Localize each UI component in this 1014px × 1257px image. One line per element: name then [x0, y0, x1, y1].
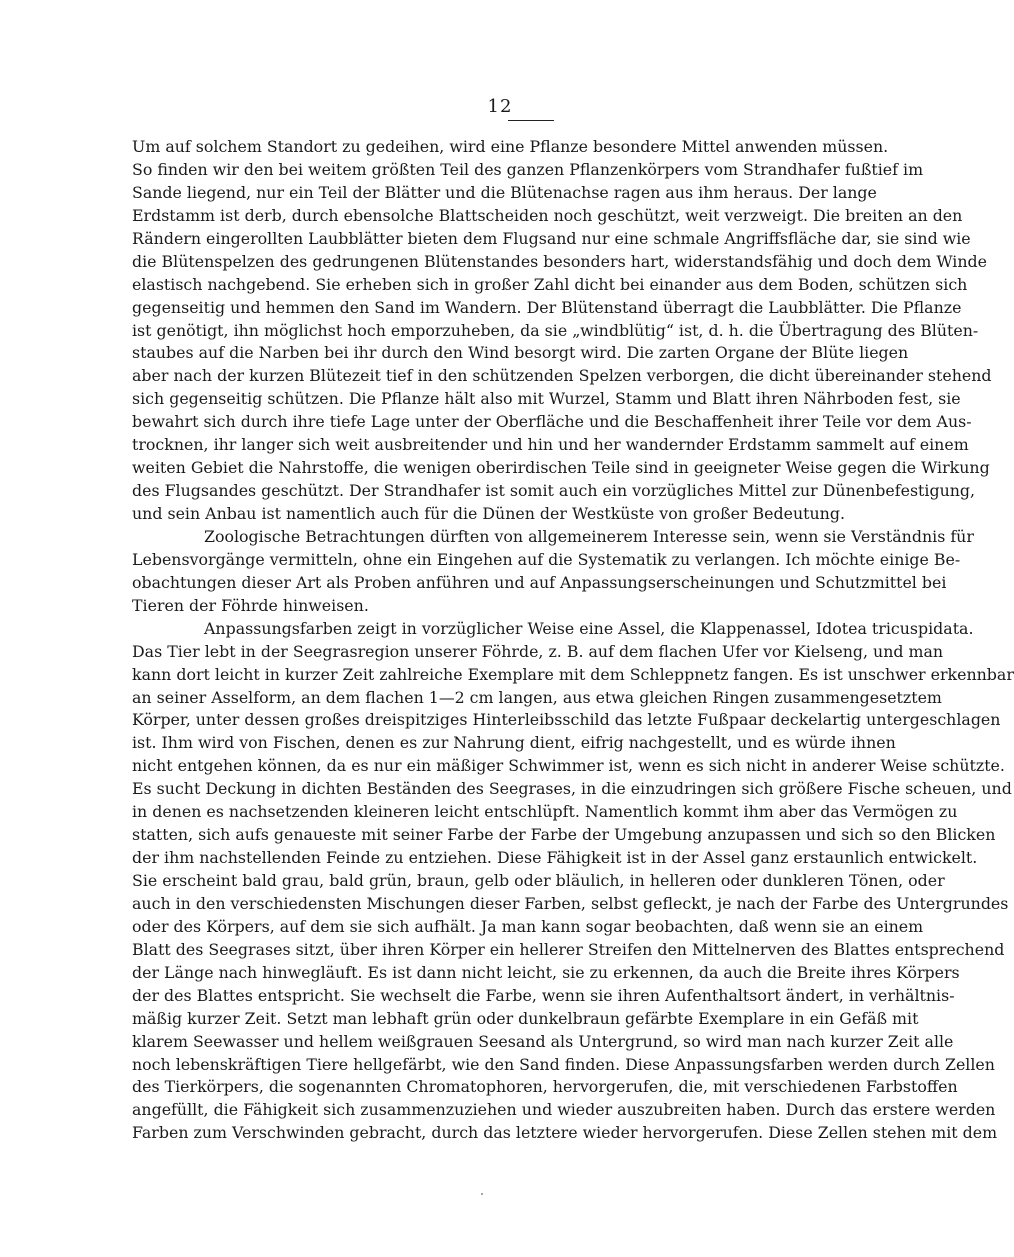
text-line: staubes auf die Narben bei ihr durch den Wind besorgt wird. Die zarten Organe der Blüte liegen — [132, 343, 909, 363]
text-line: trocknen, ihr langer sich weit ausbreitender und hin und her wandernder Erdstamm sammelt auf einem — [132, 435, 969, 455]
text-line: nicht entgehen können, da es nur ein mäßiger Schwimmer ist, wenn es sich nicht in anderer Weise schützte. — [132, 756, 1005, 776]
text-line: bewahrt sich durch ihre tiefe Lage unter der Oberfläche und die Beschaffenheit ihrer Teile vor dem Aus- — [132, 412, 972, 432]
text-line: Es sucht Deckung in dichten Beständen des Seegrases, in die einzudringen sich größere Fische scheuen, und — [132, 779, 1012, 799]
text-line: der ihm nachstellenden Feinde zu entziehen. Diese Fähigkeit ist in der Assel ganz erstaunlich entwickelt. — [132, 848, 978, 868]
text-line: weiten Gebiet die Nahrstoffe, die wenigen oberirdischen Teile sind in geeigneter Weise gegen die Wirkung — [132, 458, 990, 478]
text-line: ist. Ihm wird von Fischen, denen es zur Nahrung dient, eifrig nachgestellt, und es würde ihnen — [132, 733, 896, 753]
text-line: angefüllt, die Fähigkeit sich zusammenzuziehen und wieder auszubreiten haben. Durch das erstere werden — [132, 1100, 996, 1120]
text-line: Das Tier lebt in der Seegrasregion unserer Föhrde, z. B. auf dem flachen Ufer vor Kielseng, und man — [132, 641, 944, 661]
text-line: So finden wir den bei weitem größten Teil des ganzen Pflanzenkörpers vom Strandhafer fußtief im — [132, 159, 924, 179]
text-line: kann dort leicht in kurzer Zeit zahlreiche Exemplare mit dem Schleppnetz fangen. Es ist unschwer erkennbar — [132, 664, 1014, 684]
text-line: in denen es nachsetzenden kleineren leicht entschlüpft. Namentlich kommt ihm aber das Vermögen zu — [132, 802, 958, 822]
text-line: der Länge nach hinwegläuft. Es ist dann nicht leicht, sie zu erkennen, da auch die Breite ihres Körpers — [132, 962, 960, 982]
text-line: Körper, unter dessen großes dreispitziges Hinterleibsschild das letzte Fußpaar deckelartig untergeschlagen — [132, 710, 1001, 730]
text-line: der des Blattes entspricht. Sie wechselt die Farbe, wenn sie ihren Aufenthaltsort ändert, in verhältnis- — [132, 985, 955, 1005]
text-line: statten, sich aufs genaueste mit seiner Farbe der Farbe der Umgebung anzupassen und sich so den Blicken — [132, 825, 996, 845]
text-line: aber nach der kurzen Blütezeit tief in den schützenden Spelzen verborgen, die dicht übereinander stehend — [132, 366, 992, 386]
text-line: obachtungen dieser Art als Proben anführen und auf Anpassungserscheinungen und Schutzmittel bei — [132, 572, 947, 592]
text-line: elastisch nachgebend. Sie erheben sich in großer Zahl dicht bei einander aus dem Boden, schützen sich — [132, 274, 968, 294]
text-line: Blatt des Seegrases sitzt, über ihren Körper ein hellerer Streifen den Mittelnerven des Blattes entsprechend — [132, 939, 1005, 959]
text-line: Erdstamm ist derb, durch ebensolche Blattscheiden noch geschützt, weit verzweigt. Die breiten an den — [132, 205, 963, 225]
text-line: des Tierkörpers, die sogenannten Chromatophoren, hervorgerufen, die, mit verschiedenen Farbstoffen — [132, 1077, 958, 1097]
text-line: Tieren der Föhrde hinweisen. — [132, 595, 369, 615]
text-line: Lebensvorgänge vermitteln, ohne ein Eingehen auf die Systematik zu verlangen. Ich möchte einige Be- — [132, 549, 961, 569]
text-line: oder des Körpers, auf dem sie sich aufhält. Ja man kann sogar beobachten, daß wenn sie an einem — [132, 916, 924, 936]
text-line: Sande liegend, nur ein Teil der Blätter und die Blütenachse ragen aus ihm heraus. Der lange — [132, 182, 877, 202]
page-number: 12 — [487, 96, 513, 117]
text-line: Anpassungsfarben zeigt in vorzüglicher Weise eine Assel, die Klappenassel, Idotea tricuspidata. — [204, 618, 974, 638]
text-line: mäßig kurzer Zeit. Setzt man lebhaft grün oder dunkelbraun gefärbte Exemplare in ein Gefäß mit — [132, 1008, 919, 1028]
text-line: des Flugsandes geschützt. Der Strandhafer ist somit auch ein vorzügliches Mittel zur Dünenbefestigung, — [132, 481, 976, 501]
page-number-rule — [508, 120, 554, 121]
text-line: ist genötigt, ihn möglichst hoch emporzuheben, da sie „windblütig“ ist, d. h. die Übertragung des Blüten- — [132, 320, 979, 340]
text-line: Zoologische Betrachtungen dürften von allgemeinerem Interesse sein, wenn sie Verständnis für — [204, 526, 974, 546]
text-line: Um auf solchem Standort zu gedeihen, wird eine Pflanze besondere Mittel anwenden müssen. — [132, 137, 889, 156]
text-line: Farben zum Verschwinden gebracht, durch das letztere wieder hervorgerufen. Diese Zellen stehen mit dem — [132, 1123, 998, 1143]
text-line: auch in den verschiedensten Mischungen dieser Farben, selbst gefleckt, je nach der Farbe des Untergrundes — [132, 893, 1009, 913]
text-line: Rändern eingerollten Laubblätter bieten dem Flugsand nur eine schmale Angriffsfläche dar, sie sind wie — [132, 228, 971, 248]
text-line: gegenseitig und hemmen den Sand im Wandern. Der Blütenstand überragt die Laubblätter. Die Pflanze — [132, 297, 962, 317]
text-line: Sie erscheint bald grau, bald grün, braun, gelb oder bläulich, in helleren oder dunkleren Tönen, oder — [132, 871, 945, 890]
body-text — [132, 136, 1014, 1145]
text-line: noch lebenskräftigen Tiere hellgefärbt, wie den Sand finden. Diese Anpassungsfarben werden durch Zellen — [132, 1054, 995, 1074]
text-line: und sein Anbau ist namentlich auch für die Dünen der Westküste von großer Bedeutung. — [132, 504, 845, 523]
text-line: klarem Seewasser und hellem weißgrauen Seesand als Untergrund, so wird man nach kurzer Zeit alle — [132, 1031, 954, 1051]
text-line: sich gegenseitig schützen. Die Pflanze hält also mit Wurzel, Stamm und Blatt ihren Nährboden fest, sie — [132, 389, 961, 409]
text-line: die Blütenspelzen des gedrungenen Blütenstandes besonders hart, widerstandsfähig und doch dem Winde — [132, 251, 987, 271]
text-line: an seiner Asselform, an dem flachen 1—2 cm langen, aus etwa gleichen Ringen zusammengesetztem — [132, 687, 942, 707]
print-speck — [481, 1193, 483, 1195]
